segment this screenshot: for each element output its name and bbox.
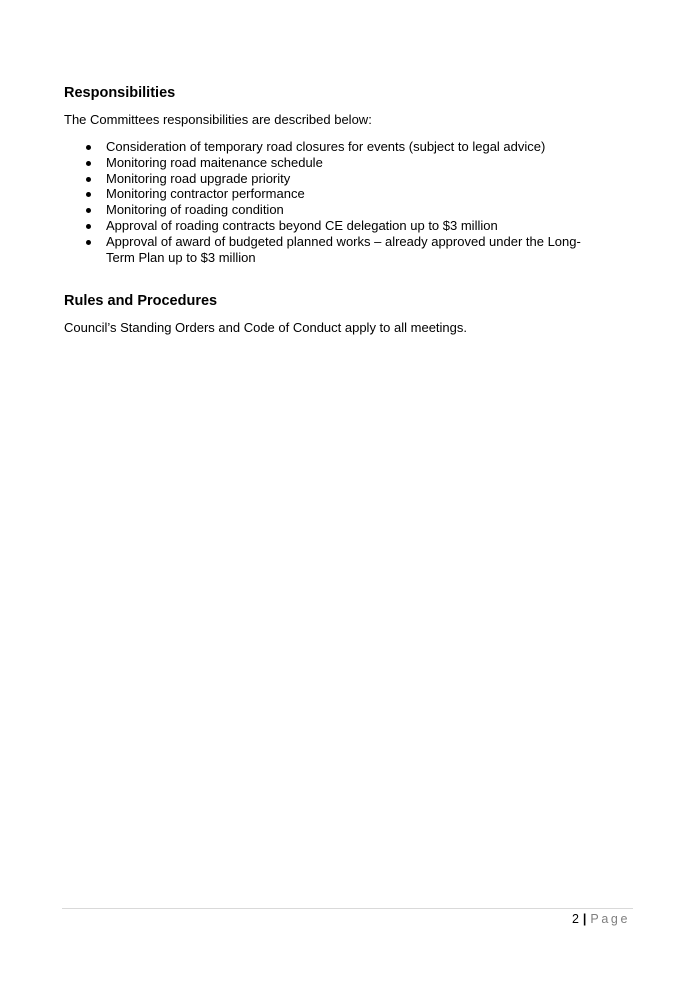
list-item-text: Monitoring of roading condition — [106, 202, 284, 218]
list-item — [64, 202, 604, 218]
page-label: Page — [590, 912, 630, 926]
list-item-text: Monitoring contractor performance — [106, 186, 305, 202]
bullet-icon — [86, 177, 91, 182]
list-item — [64, 139, 604, 155]
list-item — [64, 234, 604, 266]
list-item — [64, 155, 604, 171]
responsibilities-list — [64, 139, 604, 265]
list-item-text: Approval of roading contracts beyond CE delegation up to $3 million — [106, 217, 498, 233]
list-item-text: Monitoring road maitenance schedule — [106, 154, 323, 170]
rules-text: Council’s Standing Orders and Code of Conduct apply to all meetings. — [64, 320, 467, 335]
list-item-text: Consideration of temporary road closures for events (subject to legal advice) — [106, 139, 546, 154]
list-item-text: Approval of award of budgeted planned works – already approved under the Long-Term Plan up to $3 million — [106, 233, 581, 265]
responsibilities-heading: Responsibilities — [64, 85, 176, 101]
page-footer — [572, 911, 630, 927]
bullet-icon — [86, 208, 91, 213]
footer-divider — [62, 908, 633, 909]
bullet-icon — [86, 240, 91, 245]
rules-heading: Rules and Procedures — [64, 293, 218, 309]
list-item — [64, 171, 604, 187]
bullet-icon — [86, 192, 91, 197]
list-item-text: Monitoring road upgrade priority — [106, 170, 291, 186]
responsibilities-intro: The Committees responsibilities are described below: — [64, 112, 372, 127]
bullet-icon — [86, 224, 91, 229]
page-number: 2 — [571, 912, 579, 926]
bullet-icon — [86, 145, 91, 150]
list-item — [64, 186, 604, 202]
list-item — [64, 218, 604, 234]
bullet-icon — [86, 161, 91, 166]
footer-separator: | — [582, 912, 587, 926]
